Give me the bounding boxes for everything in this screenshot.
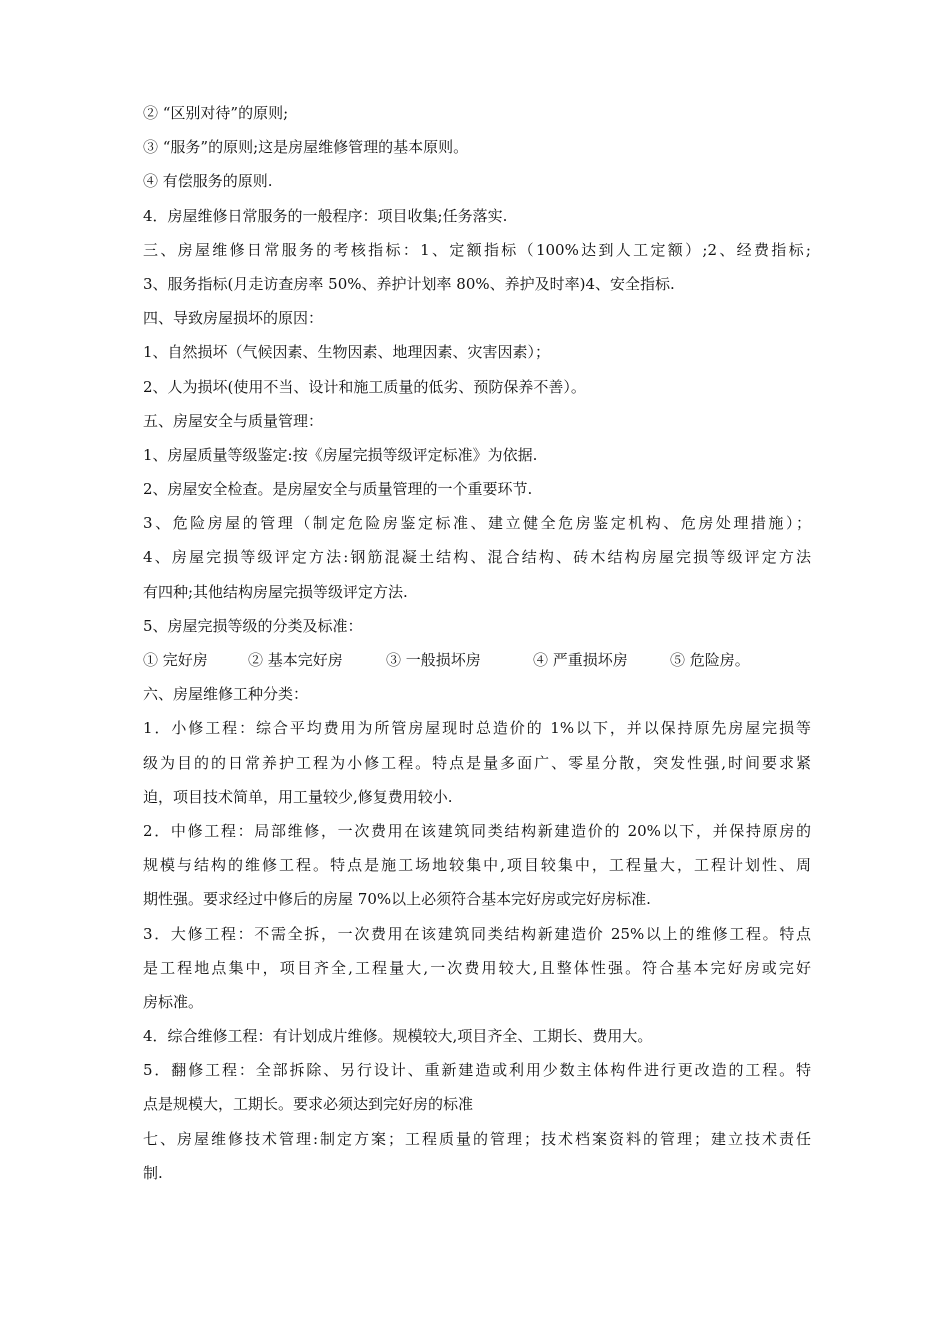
paragraph-line: 5、房屋完损等级的分类及标准： bbox=[143, 616, 363, 635]
paragraph-line: 房标准。 bbox=[143, 992, 204, 1011]
section-heading: 七、房屋维修技术管理:制定方案；工程质量的管理；技术档案资料的管理；建立技术责任 bbox=[143, 1129, 811, 1148]
paragraph-line: 期性强。要求经过中修后的房屋 70%以上必须符合基本完好房或完好房标准. bbox=[143, 890, 651, 909]
paragraph-line: 级为目的的日常养护工程为小修工程。特点是量多面广、零星分散，突发性强,时间要求紧 bbox=[143, 753, 811, 772]
section-heading: 五、房屋安全与质量管理： bbox=[143, 411, 324, 430]
paragraph-line: 2、人为损坏(使用不当、设计和施工质量的低劣、预防保养不善）。 bbox=[143, 377, 586, 396]
paragraph-line: 迫，项目技术简单，用工量较少,修复费用较小. bbox=[143, 787, 453, 806]
paragraph-line: 规模与结构的维修工程。特点是施工场地较集中,项目较集中，工程量大，工程计划性、周 bbox=[143, 856, 811, 875]
grade-item: ④ 严重损坏房 bbox=[533, 651, 628, 669]
paragraph-line: 制. bbox=[143, 1163, 163, 1182]
paragraph-line: 4．综合维修工程：有计划成片维修。规模较大,项目齐全、工期长、费用大。 bbox=[143, 1027, 653, 1046]
grade-list bbox=[143, 643, 811, 677]
paragraph-line: ③ “服务”的原则;这是房屋维修管理的基本原则。 bbox=[143, 138, 469, 157]
paragraph-line: 3、危险房屋的管理（制定危险房鉴定标准、建立健全危房鉴定机构、危房处理措施）； bbox=[143, 514, 811, 533]
paragraph-line: 2．中修工程：局部维修，一次费用在该建筑同类结构新建造价的 20%以下，并保持原房的 bbox=[143, 821, 811, 840]
grade-item: ① 完好房 bbox=[143, 651, 208, 669]
section-heading: 六、房屋维修工种分类： bbox=[143, 685, 309, 704]
paragraph-line: 点是规模大，工期长。要求必须达到完好房的标准 bbox=[143, 1095, 474, 1114]
paragraph-line: 1、自然损坏（气候因素、生物因素、地理因素、灾害因素）； bbox=[143, 343, 551, 362]
paragraph-line: ④ 有偿服务的原则. bbox=[143, 172, 273, 191]
paragraph-line: 1、房屋质量等级鉴定:按《房屋完损等级评定标准》为依据. bbox=[143, 445, 538, 464]
paragraph-line: 是工程地点集中，项目齐全,工程量大,一次费用较大,且整体性强。符合基本完好房或完好 bbox=[143, 958, 811, 977]
paragraph-line: 三、房屋维修日常服务的考核指标：1、定额指标（100%达到人工定额）;2、经费指标; bbox=[143, 240, 811, 259]
paragraph-line: 4、房屋完损等级评定方法:钢筋混凝土结构、混合结构、砖木结构房屋完损等级评定方法 bbox=[143, 548, 811, 567]
paragraph-line: 有四种;其他结构房屋完损等级评定方法. bbox=[143, 582, 408, 601]
paragraph-line: ② “区别对待”的原则; bbox=[143, 104, 289, 122]
paragraph-line: 1．小修工程：综合平均费用为所管房屋现时总造价的 1%以下，并以保持原先房屋完损等 bbox=[143, 719, 811, 738]
grade-item: ③ 一般损坏房 bbox=[386, 651, 481, 669]
section-heading: 四、导致房屋损坏的原因： bbox=[143, 309, 324, 328]
document-page bbox=[143, 96, 811, 1190]
grade-item: ② 基本完好房 bbox=[248, 651, 343, 669]
paragraph-line: 5．翻修工程：全部拆除、另行设计、重新建造或利用少数主体构件进行更改造的工程。特 bbox=[143, 1061, 811, 1080]
grade-item: ⑤ 危险房。 bbox=[670, 651, 750, 669]
paragraph-line: 4．房屋维修日常服务的一般程序：项目收集;任务落实. bbox=[143, 206, 508, 225]
paragraph-line: 3．大修工程：不需全拆，一次费用在该建筑同类结构新建造价 25%以上的维修工程。特点 bbox=[143, 924, 811, 943]
paragraph-line: 2、房屋安全检查。是房屋安全与质量管理的一个重要环节. bbox=[143, 480, 533, 499]
paragraph-line: 3、服务指标(月走访查房率 50%、养护计划率 80%、养护及时率)4、安全指标. bbox=[143, 274, 675, 293]
